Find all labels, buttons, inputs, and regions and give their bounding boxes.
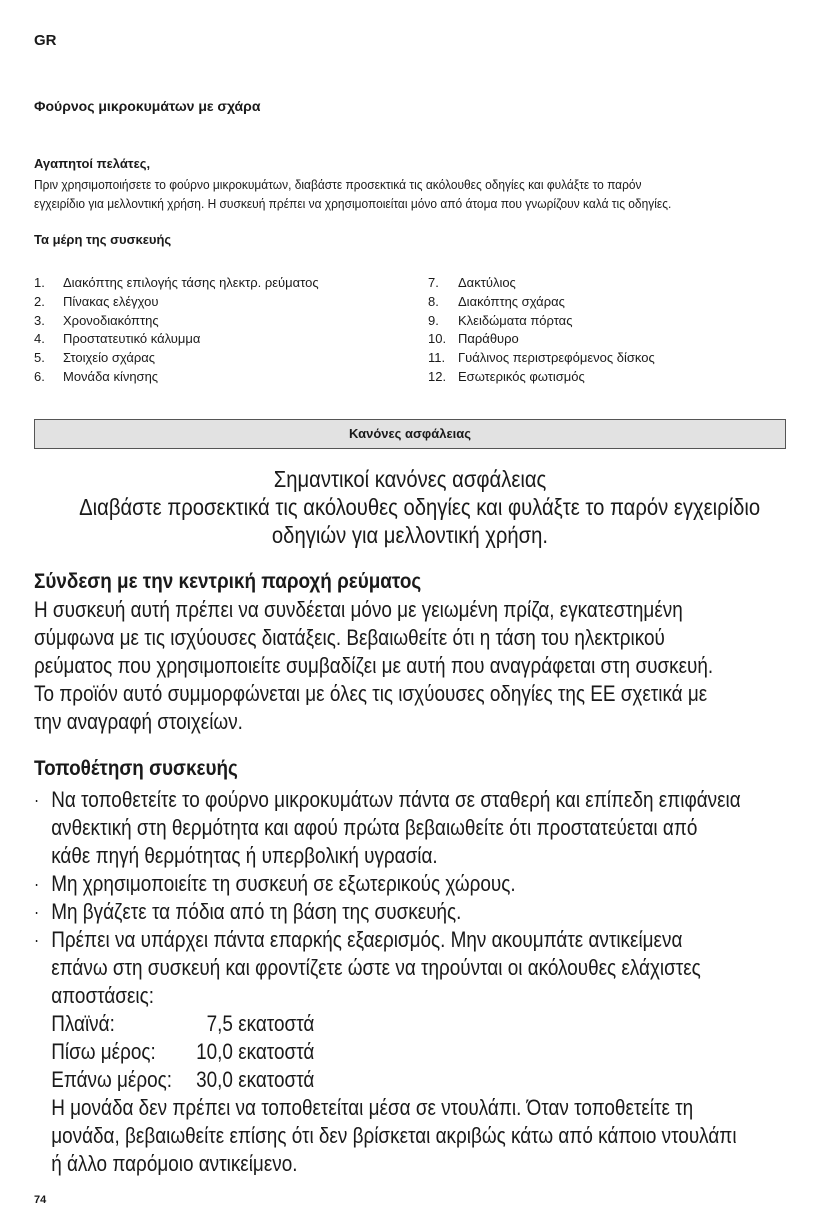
list-item xyxy=(428,293,655,312)
item-label: Στοιχείο σχάρας xyxy=(63,350,156,366)
paragraph-line: ρεύματος που χρησιμοποιείτε συμβαδίζει με αυτή που αναγράφεται στη συσκευή. xyxy=(34,653,714,678)
list-item xyxy=(34,293,319,312)
bullet-icon: · xyxy=(34,930,40,950)
item-label: Χρονοδιακόπτης xyxy=(63,312,159,328)
item-label: Δακτύλιος xyxy=(458,275,516,290)
notice-line: Διαβάστε προσεκτικά τις ακόλουθες οδηγίες και φυλάξτε το παρόν εγχειρίδιο xyxy=(79,494,761,520)
parts-heading: Τα μέρη της συσκευής xyxy=(34,232,172,247)
page-number: 74 xyxy=(34,1194,47,1206)
bullet-icon: · xyxy=(34,790,40,810)
item-label: Εσωτερικός φωτισμός xyxy=(458,368,585,384)
list-item xyxy=(34,349,319,368)
distance-row xyxy=(51,1066,741,1094)
language-code: GR xyxy=(34,32,57,49)
distance-label: Πίσω μέρος: xyxy=(51,1039,156,1064)
distance-value: 7,5 εκατοστά xyxy=(206,1011,315,1036)
bullet-line: Να τοποθετείτε το φούρνο μικροκυμάτων πάντα σε σταθερή και επίπεδη επιφάνεια xyxy=(51,787,741,812)
bullet-line: Μη χρησιμοποιείτε τη συσκευή σε εξωτερικούς χώρους. xyxy=(51,871,516,896)
list-item xyxy=(34,330,319,349)
bullet-line: ανθεκτική στη θερμότητα και αφού πρώτα βεβαιωθείτε ότι προστατεύεται από xyxy=(51,815,698,840)
item-label: Κλειδώματα πόρτας xyxy=(458,312,573,328)
list-item xyxy=(428,312,655,331)
parts-list-right xyxy=(428,274,655,387)
intro-paragraph xyxy=(34,175,742,213)
document-title: Φούρνος μικροκυμάτων με σχάρα xyxy=(34,98,261,114)
connection-paragraph xyxy=(34,596,713,736)
item-label: Διακόπτης σχάρας xyxy=(458,293,565,309)
item-number: 11. xyxy=(428,350,446,366)
notice-line: οδηγιών για μελλοντική χρήση. xyxy=(271,522,549,548)
item-number: 3. xyxy=(34,312,45,328)
list-item xyxy=(34,368,319,387)
item-number: 9. xyxy=(428,312,439,328)
item-number: 6. xyxy=(34,368,45,384)
safety-section-bar: Κανόνες ασφάλειας xyxy=(34,419,786,449)
paragraph-line: Το προϊόν αυτό συμμορφώνεται με όλες τις ισχύουσες οδηγίες της ΕΕ σχετικά με xyxy=(34,681,708,706)
bullet-item xyxy=(34,926,741,1178)
list-item xyxy=(428,330,655,349)
bullet-icon: · xyxy=(34,902,40,922)
bullet-item xyxy=(34,898,741,926)
item-number: 12. xyxy=(428,368,447,384)
item-number: 10. xyxy=(428,331,447,347)
bullet-line: επάνω στη συσκευή και φροντίζετε ώστε να τηρούνται οι ακόλουθες ελάχιστες xyxy=(51,955,701,980)
list-item xyxy=(34,274,319,293)
intro-line: εγχειρίδιο για μελλοντική χρήση. Η συσκευή πρέπει να χρησιμοποιείται μόνο από άτομα που γνωρίζουν καλά τις οδηγίες. xyxy=(34,196,672,211)
bullet-icon: · xyxy=(34,874,40,894)
item-label: Πίνακας ελέγχου xyxy=(63,293,159,309)
distance-row xyxy=(51,1010,741,1038)
item-label: Γυάλινος περιστρεφόμενος δίσκος xyxy=(458,350,655,366)
distance-label: Επάνω μέρος: xyxy=(51,1067,173,1092)
bullet-item xyxy=(34,870,741,898)
item-label: Διακόπτης επιλογής τάσης ηλεκτρ. ρεύματος xyxy=(63,275,319,290)
distance-label: Πλαϊνά: xyxy=(51,1011,115,1036)
list-item xyxy=(428,349,655,368)
item-number: 8. xyxy=(428,293,439,309)
item-label: Παράθυρο xyxy=(458,331,519,347)
item-number: 5. xyxy=(34,350,45,366)
bullet-item xyxy=(34,786,741,870)
bullet-line: μονάδα, βεβαιωθείτε επίσης ότι δεν βρίσκεται ακριβώς κάτω από κάποιο ντουλάπι xyxy=(51,1123,737,1148)
paragraph-line: Η συσκευή αυτή πρέπει να συνδέεται μόνο με γειωμένη πρίζα, εγκατεστημένη xyxy=(34,597,683,622)
bullet-line: Μη βγάζετε τα πόδια από τη βάση της συσκευής. xyxy=(51,899,462,924)
list-item xyxy=(34,312,319,331)
bullet-line: ή άλλο παρόμοιο αντικείμενο. xyxy=(51,1151,298,1176)
parts-list-left xyxy=(34,274,319,387)
distance-value: 30,0 εκατοστά xyxy=(196,1067,315,1092)
list-item xyxy=(428,274,655,293)
notice-line: Σημαντικοί κανόνες ασφάλειας xyxy=(273,466,547,492)
item-number: 2. xyxy=(34,293,45,309)
bullet-line: Η μονάδα δεν πρέπει να τοποθετείται μέσα σε ντουλάπι. Όταν τοποθετείτε τη xyxy=(51,1095,694,1120)
paragraph-line: σύμφωνα με τις ισχύουσες διατάξεις. Βεβαιωθείτε ότι η τάση του ηλεκτρικού xyxy=(34,625,665,650)
item-number: 1. xyxy=(34,275,45,290)
important-safety-notice xyxy=(79,465,761,549)
distance-row xyxy=(51,1038,741,1066)
bullet-line: κάθε πηγή θερμότητας ή υπερβολική υγρασία. xyxy=(51,843,438,868)
list-item xyxy=(428,368,655,387)
bullet-line: αποστάσεις: xyxy=(51,983,154,1008)
paragraph-line: την αναγραφή στοιχείων. xyxy=(34,709,243,734)
bullet-line: Πρέπει να υπάρχει πάντα επαρκής εξαερισμός. Μην ακουμπάτε αντικείμενα xyxy=(51,927,683,952)
item-number: 7. xyxy=(428,275,439,290)
intro-line: Πριν χρησιμοποιήσετε το φούρνο μικροκυμάτων, διαβάστε προσεκτικά τις ακόλουθες οδηγίες και φυλάξτε το παρόν xyxy=(34,177,642,192)
placement-heading: Τοποθέτηση συσκευής xyxy=(34,757,238,780)
placement-bullet-list xyxy=(34,786,741,1178)
connection-heading: Σύνδεση με την κεντρική παροχή ρεύματος xyxy=(34,570,422,593)
item-label: Μονάδα κίνησης xyxy=(63,368,159,384)
item-label: Προστατευτικό κάλυμμα xyxy=(63,331,201,347)
item-number: 4. xyxy=(34,331,45,347)
distance-value: 10,0 εκατοστά xyxy=(196,1039,315,1064)
greeting: Αγαπητοί πελάτες, xyxy=(34,156,151,171)
